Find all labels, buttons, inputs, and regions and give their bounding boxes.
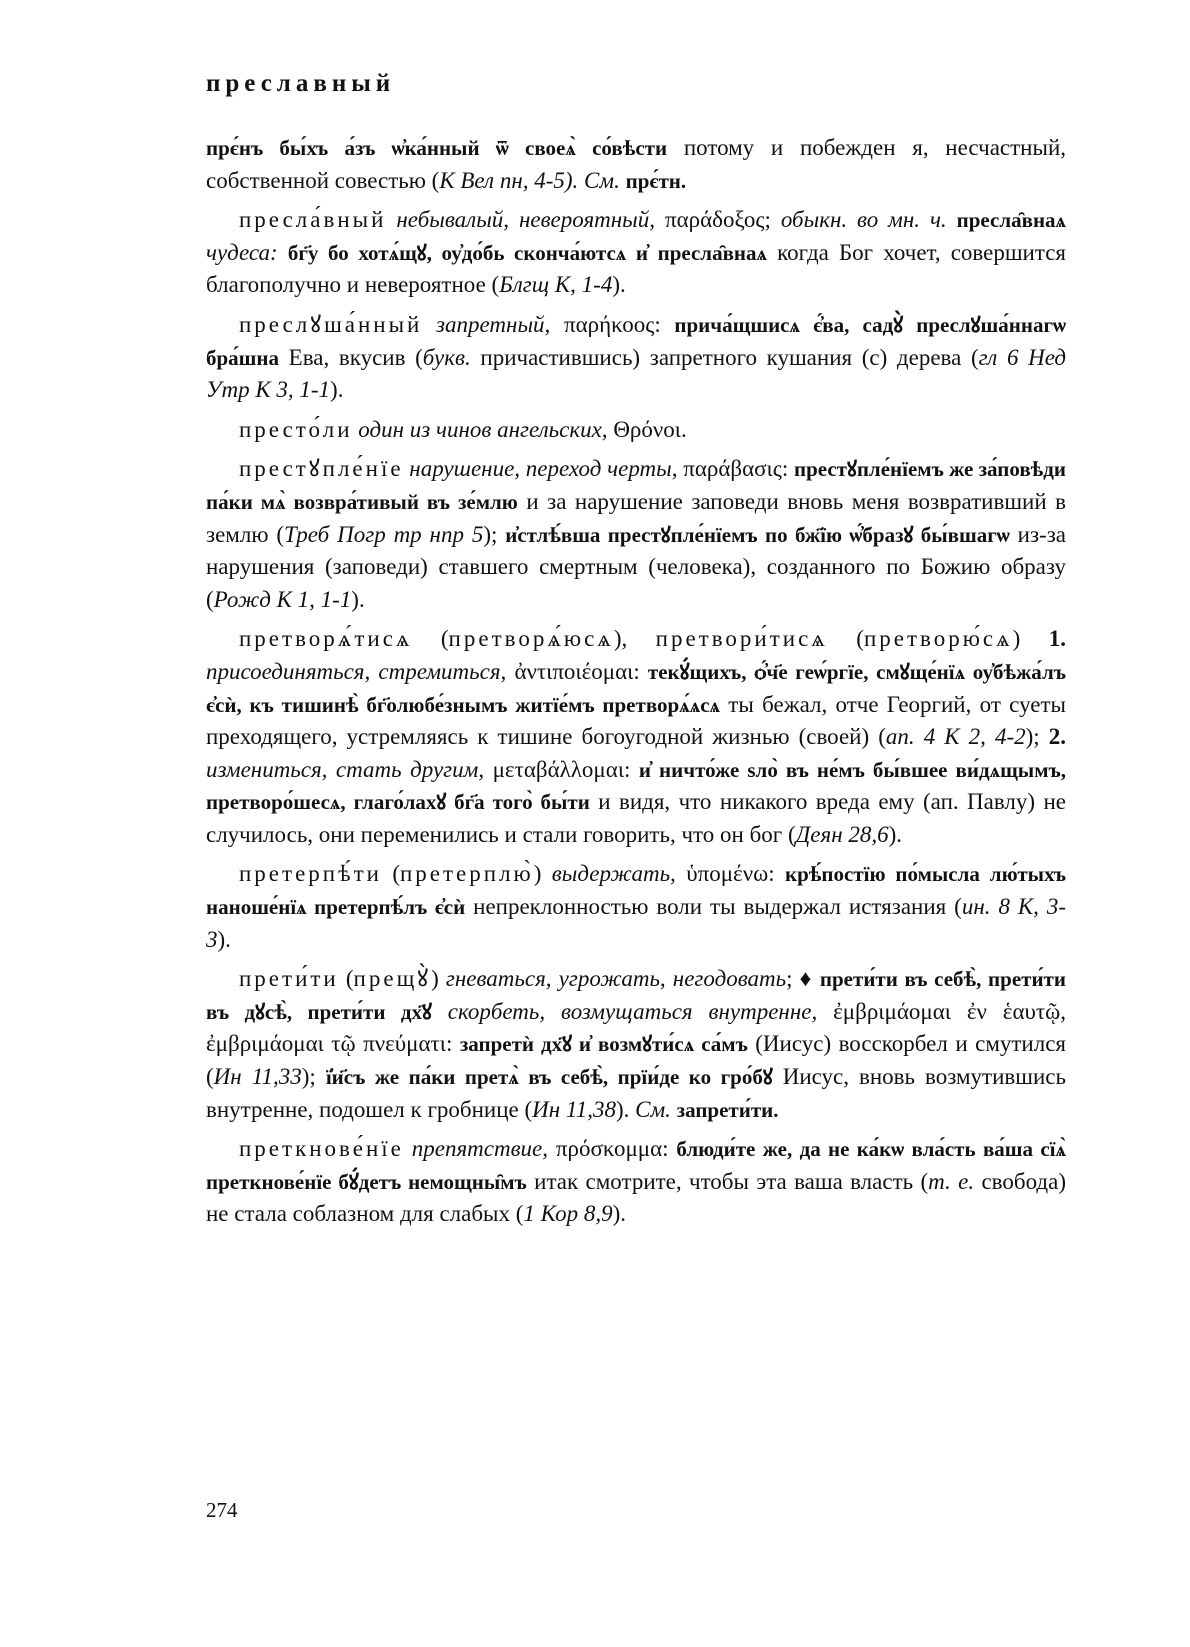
- headword: пресла́вный: [239, 207, 387, 233]
- italic-text: нарушение, переход черты,: [409, 456, 678, 482]
- sense-number: 2.: [1048, 724, 1066, 750]
- dictionary-entry: [206, 204, 1066, 302]
- page-number: 274: [206, 1498, 238, 1522]
- dictionary-entries: [206, 132, 1066, 1238]
- headword: престо́ли: [239, 416, 353, 442]
- church-slavonic-quote: пресла̑внаѧ: [956, 208, 1067, 233]
- italic-text: измениться, стать другим,: [206, 756, 485, 782]
- body-text: ): [1012, 626, 1049, 652]
- entry-continuation: [206, 132, 1066, 197]
- body-text: );: [1025, 724, 1049, 750]
- body-text: свобода) не стала соблазном для слабых (: [206, 1168, 1066, 1227]
- church-slavonic-quote: престꙋпле́нїемъ же за́повѣди па́ки мѧ̀ возвра́тивый въ зе́млю: [206, 457, 1067, 514]
- headword: претворю́сѧ: [863, 626, 1013, 652]
- body-text: ).: [217, 926, 231, 952]
- church-slavonic-quote: текꙋ́щихъ, ѻ҆́ч҃е геѡ́ргїе, смꙋще́нїѧ оу҆бѣжа́лъ є҆сѝ, къ тишинѣ̀ бг҃олюбе́знымъ житїе́мъ претворѧ́ѧсѧ: [206, 659, 1067, 717]
- greek-equivalent: παρήκοος: [563, 311, 655, 337]
- body-text: [386, 207, 396, 232]
- body-text: когда Бог хочет, совершится благополучно и невероятное (: [206, 239, 1066, 298]
- body-text: (: [412, 626, 449, 652]
- body-text: [676, 861, 686, 886]
- body-text: ты бежал, отче Георгий, от суеты преходящего, устремляясь к тишине богоугодной жизнью (своей) (: [206, 691, 1066, 750]
- italic-text: ап. 4 К 2, 4-2: [885, 724, 1026, 750]
- body-text: :: [768, 861, 786, 887]
- body-text: и за нарушение заповеди вновь меня возвративший в землю (: [206, 488, 1067, 547]
- body-text: :: [624, 756, 639, 782]
- church-slavonic-quote: прє́тн.: [625, 168, 687, 193]
- body-text: (Иисус) восскорбел и смутился (: [206, 1031, 1066, 1090]
- church-slavonic-quote: ї҆и҃съ же па́ки претѧ̀ въ себѣ̀, прїи́де ко гро́бꙋ: [325, 1065, 773, 1090]
- body-text: [422, 312, 436, 337]
- italic-text: Блгщ К, 1-4: [499, 272, 613, 298]
- italic-text: гневаться, угрожать, негодовать: [445, 966, 787, 992]
- church-slavonic-quote: прети́ти въ себѣ̀, прети́ти въ дꙋсѣ̀, прети́ти дх҃ꙋ: [206, 967, 1066, 1024]
- italic-text: небывалый, невероятный,: [396, 207, 656, 233]
- church-slavonic-quote: и҆стлѣ́вша престꙋпле́нїемъ по бж҃їю ѡ҆́бразꙋ бы́вшагѡ: [505, 522, 1010, 547]
- greek-equivalent: ὑπομένω: [686, 861, 769, 887]
- headword: прещꙋ̀: [353, 966, 432, 992]
- body-text: ): [431, 966, 446, 992]
- body-text: непреклонностью воли ты выдержал истязания (: [465, 894, 962, 920]
- italic-text: Треб Погр тр нпр 5: [284, 521, 484, 547]
- dictionary-entry: [206, 623, 1066, 851]
- italic-text: обыкн. во мн. ч.: [780, 207, 947, 233]
- headword: претворѧ́юсѧ: [448, 626, 614, 652]
- body-text: (: [338, 966, 354, 992]
- church-slavonic-quote: крѣ́постїю по́мысла лю́тыхъ наноше́нїѧ претерпѣ́лъ є҆сѝ: [206, 862, 1066, 920]
- body-text: [550, 312, 564, 337]
- italic-text: скорбеть, возмущаться внутренне,: [447, 998, 818, 1024]
- italic-text: присоединяться, стремиться,: [206, 658, 507, 684]
- church-slavonic-quote: прича́щшисѧ є҆́ва, садꙋ̀ преслꙋша́ннагѡ бра́шна: [206, 312, 1066, 370]
- dictionary-entry: [206, 858, 1066, 956]
- body-text: :: [781, 456, 794, 482]
- body-text: ; ♦: [786, 966, 820, 992]
- body-text: Иисус, вновь возмутившись внутренне, подошел к гробнице (: [206, 1064, 1066, 1122]
- body-text: :: [654, 311, 675, 337]
- headword: преслꙋша́нный: [239, 311, 423, 337]
- body-text: ).: [615, 1096, 636, 1122]
- body-text: );: [301, 1064, 326, 1090]
- greek-equivalent: πρόσκομμα: [555, 1136, 663, 1162]
- body-text: ).: [612, 1201, 626, 1227]
- church-slavonic-quote: прє́нъ бы́хъ а́зъ ѡ҆ка́нный ѿ своеѧ̀ со́вѣсти: [206, 136, 668, 160]
- headword: претворѧ́тисѧ: [239, 626, 413, 652]
- dictionary-entry: [206, 309, 1066, 407]
- dictionary-entry: [206, 963, 1066, 1126]
- body-text: из-за нарушения (заповеди) ставшего смертным (человека), созданного по Божию образу (: [206, 521, 1066, 612]
- dictionary-entry: [206, 1133, 1066, 1231]
- greek-equivalent: ἐμβριμάομαι ἐν ἑαυτῷ, ἐμβριμάομαι τῷ πνεύματι: [206, 998, 1067, 1057]
- italic-text: выдержать,: [551, 861, 676, 887]
- italic-text: один из чинов ангельских,: [358, 416, 608, 442]
- body-text: причастившись) запретного кушания (с) дерева (: [470, 344, 979, 370]
- italic-text: букв.: [422, 344, 471, 370]
- body-text: [432, 999, 448, 1024]
- italic-text: запретный,: [436, 311, 551, 337]
- dictionary-entry: [206, 453, 1066, 616]
- headword: претвори́тисѧ: [655, 626, 828, 652]
- body-text: и видя, что никакого вреда ему (ап. Павлу) не случилось, они переменились и стали говорить, что он бог (: [206, 789, 1066, 847]
- body-text: итак смотрите, чтобы эта ваша власть (: [526, 1168, 929, 1194]
- italic-text: Ин 11,38: [532, 1096, 616, 1122]
- body-text: [548, 1136, 556, 1161]
- body-text: [947, 207, 957, 232]
- body-text: потому и побежден я, несчастный, собственной совестью (: [206, 135, 1066, 193]
- body-text: .: [681, 416, 687, 442]
- running-head: преславный: [206, 70, 396, 97]
- body-text: ): [533, 861, 552, 887]
- sense-number: 1.: [1048, 626, 1066, 652]
- body-text: [484, 757, 493, 782]
- body-text: ),: [613, 626, 656, 652]
- italic-text: Рожд К 1, 1-1: [213, 586, 352, 612]
- dictionary-entry: [206, 414, 1066, 447]
- body-text: [655, 207, 665, 232]
- greek-equivalent: Θρόνοι: [613, 416, 681, 442]
- church-slavonic-quote: бг҃у бо хотѧ́щꙋ, оу҆до́бь сконча́ютсѧ и҆ пресла̑внаѧ: [287, 240, 768, 265]
- body-text: (: [827, 626, 864, 652]
- italic-text: Деян 28,6: [795, 821, 889, 847]
- italic-text: Ин 11,33: [213, 1064, 302, 1090]
- headword: прети́ти: [239, 966, 339, 992]
- body-text: (: [381, 861, 400, 887]
- headword: претерплю̀: [399, 861, 534, 887]
- body-text: ).: [888, 821, 903, 847]
- greek-equivalent: ἀντιποιέομαι: [514, 658, 634, 684]
- body-text: ;: [764, 207, 781, 233]
- headword: преткнове́нїе: [239, 1136, 404, 1162]
- headword: престꙋпле́нїе: [239, 456, 404, 482]
- body-text: ).: [612, 272, 626, 298]
- body-text: :: [446, 1031, 460, 1057]
- italic-text: См.: [635, 1096, 671, 1122]
- body-text: [278, 240, 288, 265]
- body-text: ).: [351, 586, 365, 612]
- body-text: ).: [330, 377, 344, 403]
- church-slavonic-quote: запретѝ дх҃ꙋ и҆ возмꙋти́сѧ са́мъ: [459, 1032, 748, 1057]
- body-text: );: [483, 521, 506, 547]
- body-text: :: [662, 1136, 677, 1162]
- italic-text: К Вел пн, 4-5). См.: [439, 167, 620, 193]
- italic-text: гл 6 Нед Утр К 3, 1-1: [206, 344, 1066, 403]
- italic-text: т. е.: [928, 1168, 975, 1194]
- italic-text: чудеса:: [206, 239, 278, 265]
- body-text: Ева, вкусив (: [279, 344, 423, 370]
- headword: претерпѣ́ти: [239, 861, 382, 887]
- church-slavonic-quote: блюди́те же, да не ка́кѡ вла́сть ва́ша сїѧ̀ преткнове́нїе бꙋ́детъ немощны̑мъ: [206, 1137, 1067, 1194]
- italic-text: 1 Кор 8,9: [523, 1201, 613, 1227]
- body-text: :: [633, 658, 648, 684]
- body-text: [404, 1136, 412, 1161]
- body-text: [817, 999, 833, 1024]
- greek-equivalent: παράβασις: [683, 456, 782, 482]
- church-slavonic-quote: запрети́ти.: [676, 1097, 779, 1122]
- church-slavonic-quote: и҆ ничто́же ѕло̀ въ не́мъ бы́вшее ви́дѧщымъ, претворо́шесѧ, глаго́лахꙋ бг҃а того̀ бы́ти: [206, 757, 1067, 815]
- greek-equivalent: μεταβάλλομαι: [492, 756, 625, 782]
- greek-equivalent: παράδοξος: [664, 207, 765, 233]
- italic-text: препятствие,: [411, 1136, 549, 1162]
- italic-text: ин. 8 К, 3-3: [206, 894, 1067, 952]
